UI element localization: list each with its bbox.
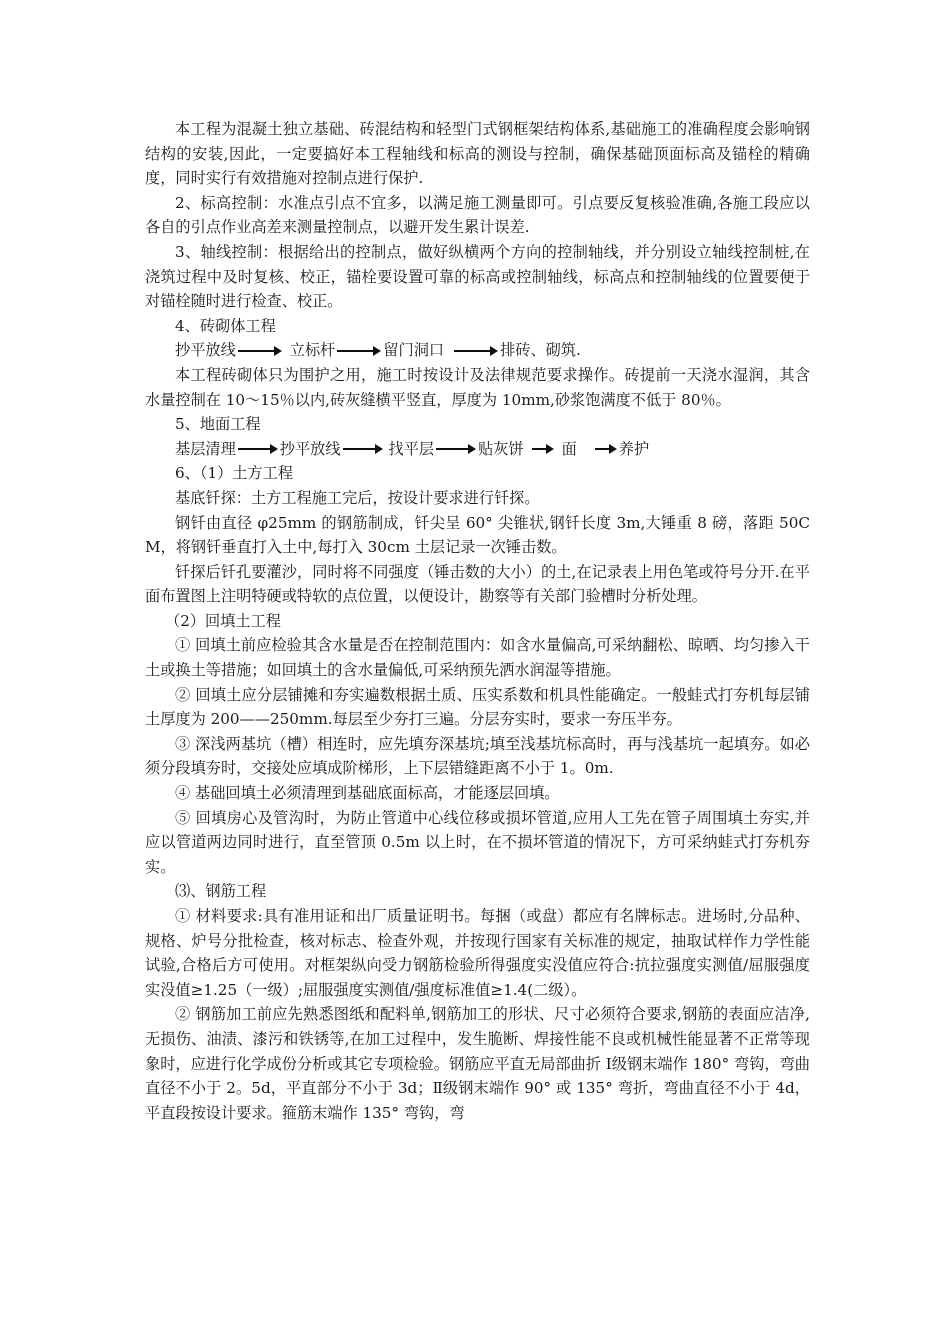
rebar-item-1: ① 材料要求:具有准用证和出厂质量证明书。每捆（或盘）都应有名牌标志。进场时,分品种、规格、炉号分批检查，核对标志、检查外观，并按现行国家有关标准的规定，抽取试样作力学性能试验,合格后方可使用。对框架纵向受力钢筋检验所得强度实没值应符合:抗拉强度实测值/屈服强度实没值≥1.25（一级）;屈服强度实测值/强度标准值≥1.4(二级）。 [145,907,810,999]
arrow-right-icon [337,346,381,356]
document-body [145,117,810,1125]
probe-hole-paragraph: 钎探后钎孔要灌沙，同时将不同强度（锤击数的大小）的土,在记录表上用色笔或符号分开.在平面布置图上注明特硬或特软的点位置，以便设计，勘察等有关部门验槽时分析处理。 [145,562,810,606]
arrow-right-icon [343,444,383,454]
arrow-right-icon [595,444,617,454]
rebar-heading: ⑶、钢筋工程 [175,882,267,901]
arrow-right-icon [238,346,282,356]
floor-heading: 5、地面工程 [175,415,261,434]
flow-step: 找平层 [388,439,435,458]
masonry-paragraph: 本工程砖砌体只为围护之用，施工时按设计及法律规范要求操作。砖提前一天浇水湿润，其含水量控制在 10～15％以内,砖灰缝横平竖直，厚度为 10mm,砂浆饱满度不低于 80％。 [145,365,810,409]
flow-step: 贴灰饼 [478,439,524,458]
flow-step: 抄平放线 [279,439,341,458]
arrow-right-icon [454,346,498,356]
backfill-item-5: ⑤ 回填房心及管沟时，为防止管道中心线位移或损坏管道,应用人工先在管子周围填土夯实,并应以管道两边同时进行，直至管顶 0.5m 以上时，在不损坏管道的情况下，方可采纳蛙式打夯机夯实。 [145,808,810,876]
flow-step: 基层清理 [175,439,236,458]
elevation-control-paragraph: 2、标高控制：水准点引点不宜多，以满足施工测量即可。引点要反复核验准确,各施工段应以各自的引点作业高差来测量控制点，以避开发生累计误差. [145,193,810,237]
flow-step: 排砖、砌筑. [500,341,581,360]
flow-step: 留门洞口 [383,341,445,360]
backfill-item-3: ③ 深浅两基坑（槽）相连时，应先填夯深基坑;填至浅基坑标高时，再与浅基坑一起填夯。如必须分段填夯时，交接处应填成阶梯形，上下层错缝距离不小于 1。0m. [145,734,810,778]
probing-paragraph: 基底钎探：土方工程施工完后，按设计要求进行钎探。 [175,488,540,507]
probe-rod-paragraph: 钢钎由直径 φ25mm 的钢筋制成，钎尖呈 60° 尖锥状,钢钎长度 3m,大锤重 8 磅，落距 50CM，将钢钎垂直打入土中,每打入 30cm 土层记录一次锤击数。 [145,513,810,557]
flow-step: 养护 [618,439,650,458]
masonry-heading: 4、砖砌体工程 [175,316,276,335]
flow-step: 面 [561,439,577,458]
backfill-heading: （2）回填土工程 [165,611,281,630]
intro-paragraph: 本工程为混凝土独立基础、砖混结构和轻型门式钢框架结构体系,基础施工的准确程度会影响钢结构的安装,因此，一定要搞好本工程轴线和标高的测设与控制，确保基础顶面标高及锚栓的精确度，同时实行有效措施对控制点进行保护. [145,120,810,188]
backfill-item-1: ① 回填土前应检验其含水量是否在控制范围内：如含水量偏高,可采纳翻松、晾晒、均匀掺入干土或换土等措施；如回填土的含水量偏低,可采纳预先洒水润湿等措施。 [145,636,810,680]
rebar-item-2: ② 钢筋加工前应先熟悉图纸和配料单,钢筋加工的形状、尺寸必须符合要求,钢筋的表面应洁净,无损伤、油渍、漆污和铁锈等,在加工过程中，发生脆断、焊接性能不良或机械性能显著不正常等现象时，应进行化学成份分析或其它专项检验。钢筋应平直无局部曲折 Ⅰ级钢末端作 180° 弯钩，弯曲直径不小于 2。5d，平直部分不小于 3d；Ⅱ级钢末端作 90° 或 135° 弯折，弯曲直径不小于 4d，平直段按设计要求。箍筋末端作 135° 弯钩，弯 [145,1005,810,1122]
flow-step: 抄平放线 [175,341,236,360]
floor-flow [145,437,810,462]
earthwork-heading: 6、（1）土方工程 [175,464,294,483]
masonry-flow [145,338,810,363]
arrow-right-icon [532,444,554,454]
flow-step: 立标杆 [289,341,336,360]
backfill-item-2: ② 回填土应分层铺摊和夯实遍数根据土质、压实系数和机具性能确定。一般蛙式打夯机每层铺土厚度为 200——250mm.每层至少夯打三遍。分层夯实时，要求一夯压半夯。 [145,685,810,729]
backfill-item-4: ④ 基础回填土必须清理到基础底面标高，才能逐层回填。 [175,784,560,803]
axis-control-paragraph: 3、轴线控制：根据给出的控制点，做好纵横两个方向的控制轴线，并分别设立轴线控制桩,在浇筑过程中及时复核、校正，锚栓要设置可靠的标高或控制轴线，标高点和控制轴线的位置要便于对锚栓随时进行检查、校正。 [145,242,810,311]
arrow-right-icon [436,444,476,454]
arrow-right-icon [238,444,278,454]
